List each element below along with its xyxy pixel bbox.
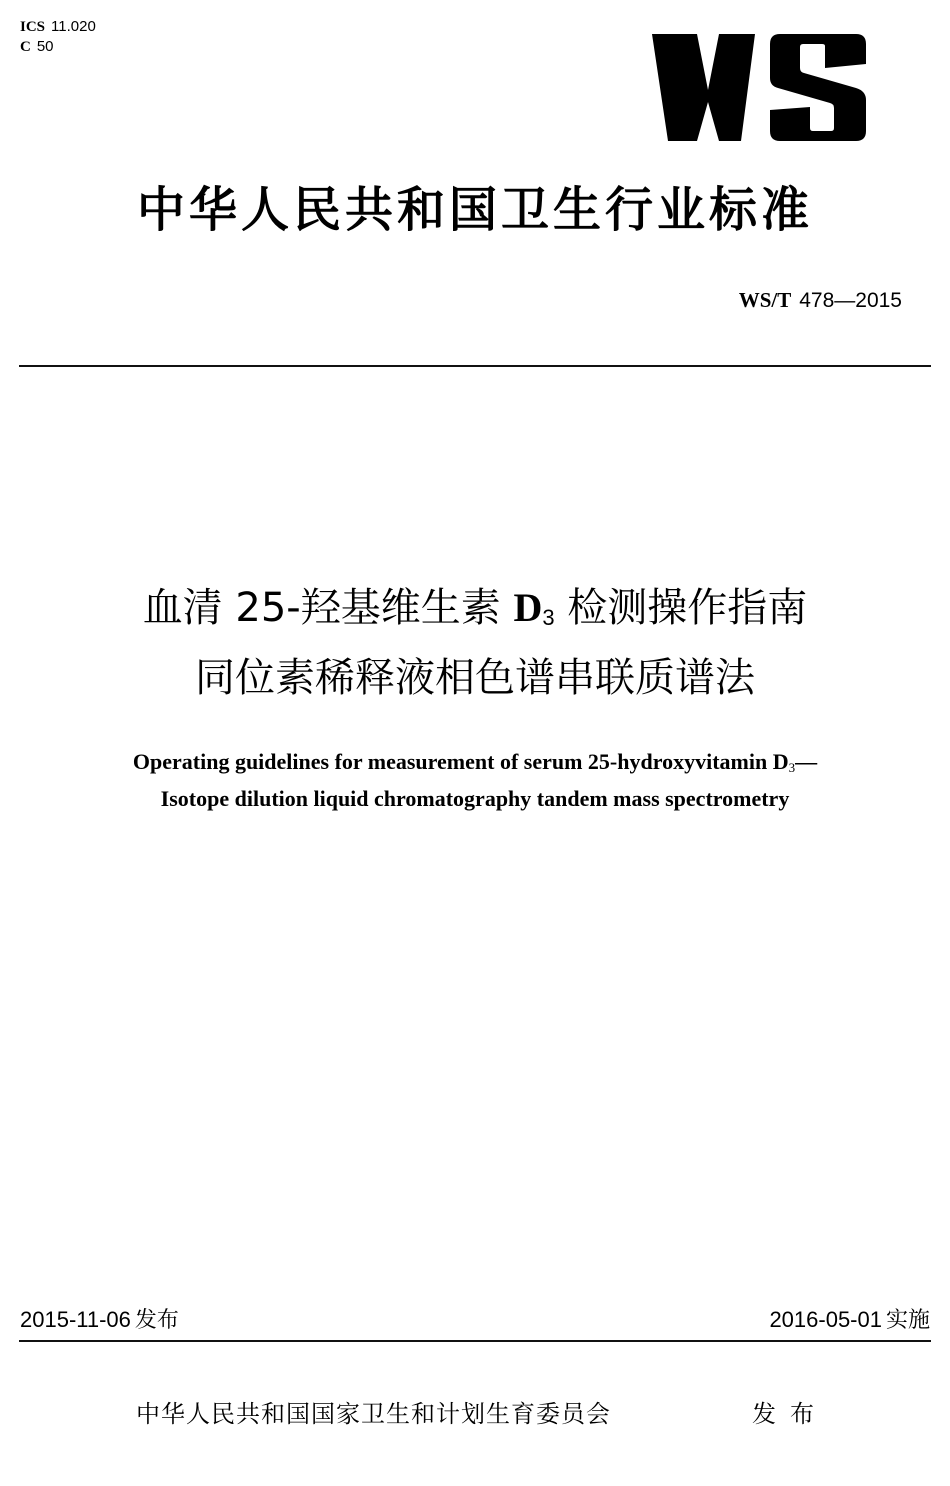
chinese-title-text: 血清 25-羟基维生素 (142, 585, 514, 631)
chinese-title-d: D (513, 585, 543, 630)
effective-date-label: 实施 (885, 1308, 930, 1333)
classification-codes (20, 17, 96, 57)
issuing-action: 发布 (752, 1400, 828, 1428)
standard-code (739, 285, 902, 316)
ics-label: ICS (20, 19, 46, 35)
issuing-authority: 中华人民共和国国家卫生和计划生育委员会 (136, 1400, 611, 1428)
english-title-dash: — (795, 749, 818, 774)
ccs-label: C (20, 39, 31, 55)
issue-date (20, 1305, 179, 1336)
ccs-code (20, 37, 96, 57)
ws-standard-logo-icon (650, 32, 870, 142)
ics-value: 11.020 (51, 18, 96, 35)
english-title-subscript: 3 (788, 760, 796, 775)
chinese-title-subscript: 3 (542, 605, 555, 630)
top-divider (19, 365, 931, 367)
effective-date (769, 1305, 930, 1336)
ccs-value: 50 (36, 38, 54, 55)
english-title-line-2: Isotope dilution liquid chromatography tandem mass spectrometry (160, 786, 790, 811)
effective-date-value: 2016-05-01 (769, 1307, 882, 1332)
chinese-title-line-1 (0, 580, 950, 646)
bottom-divider (19, 1340, 931, 1342)
standard-code-prefix: WS/T (738, 288, 792, 312)
english-title-line-1 (0, 747, 950, 783)
english-title-text: Operating guidelines for measurement of serum 25-hydroxyvitamin D (132, 749, 789, 774)
standard-type-heading: 中华人民共和国卫生行业标准 (136, 182, 813, 238)
standard-code-number: 478—2015 (799, 289, 902, 312)
issue-date-value: 2015-11-06 (20, 1307, 131, 1332)
ics-code (20, 17, 96, 37)
chinese-title-line-2: 同位素稀释液相色谱串联质谱法 (195, 655, 755, 701)
chinese-title-text-2: 检测操作指南 (554, 585, 808, 631)
issue-date-label: 发布 (134, 1308, 179, 1333)
